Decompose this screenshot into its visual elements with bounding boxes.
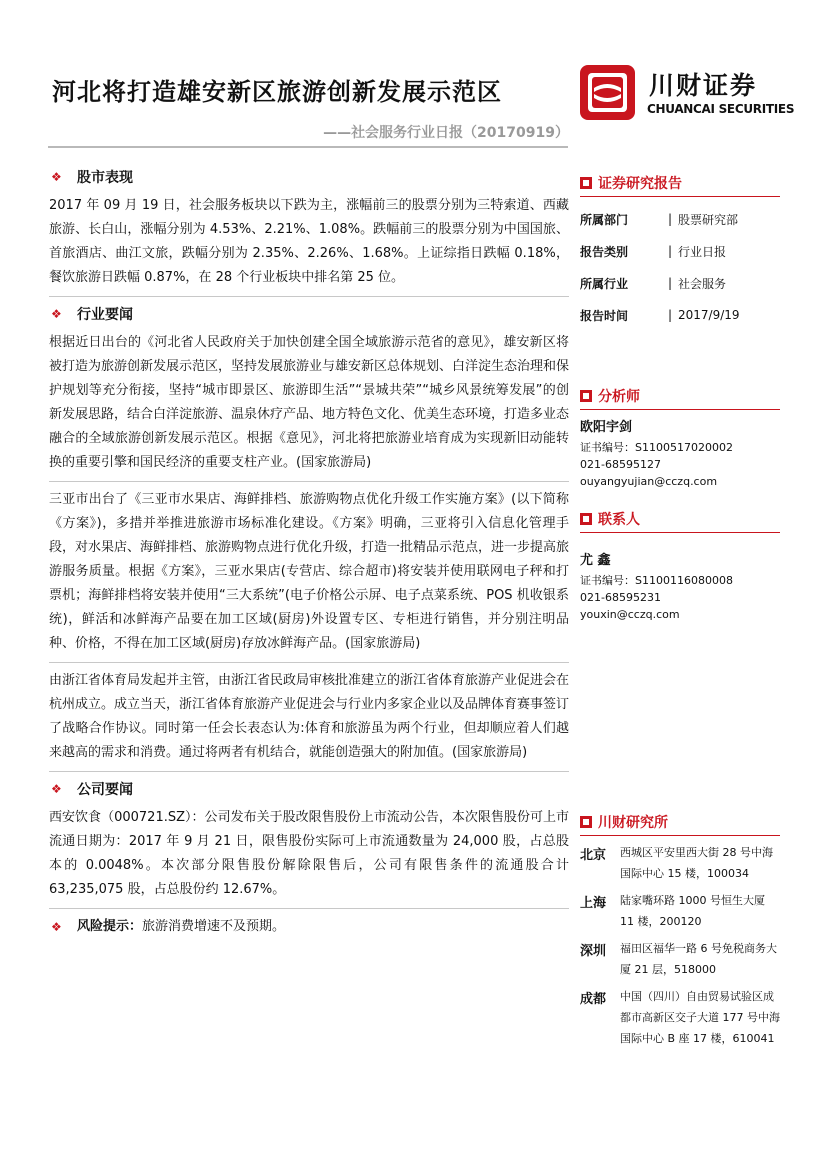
contact-phone: 021-68595231	[580, 591, 661, 604]
meta-key: 报告类别	[580, 244, 629, 259]
address-text: 福田区福华一路 6 号免税商务大厦 21 层，518000	[620, 942, 777, 976]
company-paragraph: 西安饮食（000721.SZ）：公司发布关于股改限售股份上市流动公告，本次限售股份可上市流通日期为：2017 年 9 月 21 日，限售股份实际可上市流通数量为 24,000 股，占总股本的 0.0048%。本次部分限售股份解除限售后，公司有限售条件的流通股合计 63,235,075 股，占总股份约 12.67%。	[49, 810, 569, 897]
section-heading-text: 行业要闻	[77, 307, 133, 323]
address-shenzhen	[580, 938, 780, 980]
company-logo	[579, 64, 795, 124]
analyst-email[interactable]: ouyangyujian@cczq.com	[580, 475, 718, 488]
square-bullet-icon	[580, 390, 592, 402]
chuancai-logo-icon	[579, 64, 636, 121]
address-city: 成都	[580, 992, 607, 1007]
address-text: 陆家嘴环路 1000 号恒生大厦 11 楼，200120	[620, 894, 765, 928]
diamond-bullet-icon: ❖	[51, 782, 62, 796]
sidebar-heading-report	[580, 170, 780, 197]
sidebar-heading-text: 分析师	[598, 389, 640, 405]
page-subtitle: ——社会服务行业日报（20170919）	[323, 125, 569, 141]
industry-paragraph: 根据近日出台的《河北省人民政府关于加快创建全国全域旅游示范省的意见》，雄安新区将被打造为旅游创新发展示范区，坚持发展旅游业与雄安新区总体规划、白洋淀生态治理和保护规划等充分衔接，坚持“城市即景区、旅游即生活”“景城共荣”“城乡风景统筹发展”的创新发展思路，结合白洋淀旅游、温泉休疗产品、地方特色文化、优美生态环境，打造多业态融合的全域旅游创新发展示范区。根据《意见》，河北将把旅游业培育成为实现新旧动能转换的重要引擎和国民经济的重要支柱产业。(国家旅游局)	[49, 335, 570, 470]
sidebar	[580, 170, 780, 1055]
logo-chinese-name: 川财证券	[649, 71, 758, 100]
square-bullet-icon	[580, 816, 592, 828]
diamond-bullet-icon: ❖	[51, 170, 62, 184]
meta-row-department	[580, 203, 780, 235]
meta-row-category	[580, 235, 780, 267]
paragraph-divider	[49, 481, 569, 482]
meta-value: 行业日报	[678, 244, 727, 259]
section-heading-text: 股市表现	[77, 170, 133, 186]
logo-english-name: CHUANCAI SECURITIES	[647, 102, 795, 116]
section-heading-industry	[49, 303, 569, 325]
meta-row-date	[580, 299, 780, 331]
paragraph-divider	[49, 662, 569, 663]
meta-key: 所属部门	[580, 212, 629, 227]
address-city: 北京	[580, 848, 607, 863]
address-city: 上海	[580, 896, 607, 911]
section-divider	[49, 296, 569, 297]
meta-separator: |	[668, 276, 673, 290]
sidebar-heading-contact	[580, 506, 780, 533]
square-bullet-icon	[580, 177, 592, 189]
meta-separator: |	[668, 308, 673, 322]
page-title: 河北将打造雄安新区旅游创新发展示范区	[52, 78, 502, 106]
risk-text: 旅游消费增速不及预期。	[142, 919, 286, 934]
meta-value: 股票研究部	[678, 212, 739, 227]
meta-value: 社会服务	[678, 276, 727, 291]
main-content	[49, 160, 569, 939]
address-beijing	[580, 842, 780, 884]
address-shanghai	[580, 890, 780, 932]
address-text: 西城区平安里西大街 28 号中海国际中心 15 楼，100034	[620, 846, 773, 880]
diamond-bullet-icon: ❖	[51, 920, 62, 934]
square-bullet-icon	[580, 513, 592, 525]
analyst-name: 欧阳宇剑	[580, 420, 633, 435]
address-city: 深圳	[580, 944, 607, 959]
meta-key: 报告时间	[580, 308, 629, 323]
sidebar-heading-analyst	[580, 383, 780, 410]
meta-separator: |	[668, 244, 673, 258]
analyst-phone: 021-68595127	[580, 458, 661, 471]
section-divider	[49, 771, 569, 772]
title-divider	[48, 146, 568, 148]
industry-paragraph: 三亚市出台了《三亚市水果店、海鲜排档、旅游购物点优化升级工作实施方案》(以下简称《方案》)，多措并举推进旅游市场标准化建设。《方案》明确，三亚将引入信息化管理手段，对水果店、海鲜排档、旅游购物点进行优化升级，打造一批精品示范点，进一步提高旅游服务质量。根据《方案》，三亚水果店(专营店、综合超市)将安装并使用联网电子秤和打票机；海鲜排档将安装并使用“三大系统”(电子价格公示屏、电子点菜系统、POS 机收银系统)，鲜活和冰鲜海产品要在加工区域(厨房)外设置专区、专柜进行销售，并分别注明品种、价格，不得在加工区域(厨房)存放冰鲜海产品。(国家旅游局)	[49, 492, 570, 651]
sidebar-heading-institute	[580, 809, 780, 836]
industry-paragraph: 由浙江省体育局发起并主管，由浙江省民政局审核批准建立的浙江省体育旅游产业促进会在杭州成立。成立当天，浙江省体育旅游产业促进会与行业内多家企业以及品牌体育赛事签订了战略合作协议。同时第一任会长表态认为:体育和旅游虽为两个行业，但却顺应着人们越来越高的需求和消费。通过将两者有机结合，就能创造强大的附加值。(国家旅游局)	[49, 673, 570, 760]
market-paragraph: 2017 年 09 月 19 日，社会服务板块以下跌为主，涨幅前三的股票分别为三特索道、西藏旅游、长白山，涨幅分别为 4.53%、2.21%、1.08%。跌幅前三的股票分别为中国国旅、首旅酒店、曲江文旅，跌幅分别为 2.35%、2.26%、1.68%。上证综指日跌幅 0.18%，餐饮旅游日跌幅 0.87%，在 28 个行业板块中排名第 25 位。	[49, 198, 569, 285]
sidebar-heading-text: 川财研究所	[598, 815, 668, 831]
diamond-bullet-icon: ❖	[51, 307, 62, 321]
analyst-cert: 证书编号：S1100517020002	[580, 441, 733, 454]
section-divider	[49, 908, 569, 909]
meta-value: 2017/9/19	[678, 308, 740, 322]
meta-key: 所属行业	[580, 276, 629, 291]
contact-name: 尤 鑫	[580, 553, 611, 568]
meta-separator: |	[668, 212, 673, 226]
sidebar-heading-text: 证券研究报告	[598, 176, 682, 192]
address-text: 中国（四川）自由贸易试验区成都市高新区交子大道 177 号中海国际中心 B 座 17 楼，610041	[620, 990, 780, 1045]
risk-warning	[49, 915, 569, 939]
address-chengdu	[580, 986, 780, 1049]
sidebar-heading-text: 联系人	[598, 512, 640, 528]
risk-label: 风险提示：	[77, 919, 143, 934]
section-heading-text: 公司要闻	[77, 782, 133, 798]
section-heading-company	[49, 778, 569, 800]
section-heading-market	[49, 166, 569, 188]
contact-cert: 证书编号：S1100116080008	[580, 574, 733, 587]
meta-row-industry	[580, 267, 780, 299]
contact-email[interactable]: youxin@cczq.com	[580, 608, 680, 621]
